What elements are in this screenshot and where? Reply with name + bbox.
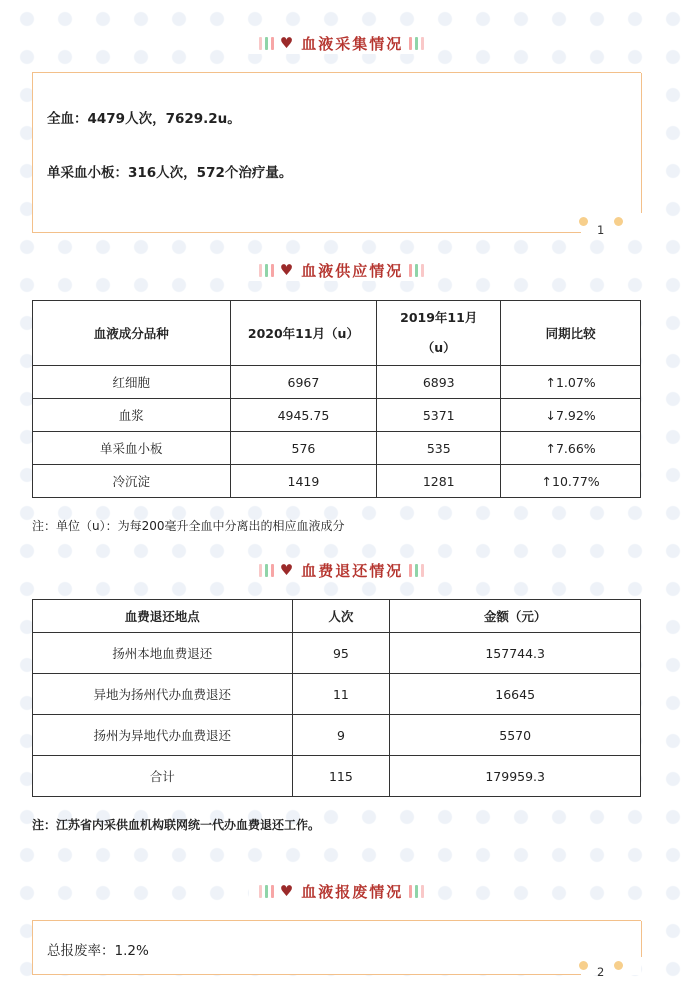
table-row	[33, 756, 641, 797]
stripes-decoration	[409, 37, 424, 50]
table-cell: 单采血小板	[33, 432, 231, 465]
table-header-cell: 血液成分品种	[33, 301, 231, 366]
table-cell: 合计	[33, 756, 293, 797]
section-title-refund	[0, 558, 683, 582]
table-cell: 576	[230, 432, 377, 465]
supply-note: 注：单位（u）：为每200毫升全血中分离出的相应血液成分	[32, 519, 345, 533]
table-cell: 冷沉淀	[33, 465, 231, 498]
collection-box	[32, 72, 641, 237]
table-cell: 6893	[377, 366, 501, 399]
table-row	[33, 465, 641, 498]
scrap-box	[32, 920, 641, 979]
table-cell: 179959.3	[390, 756, 641, 797]
page-number: 2	[597, 965, 605, 979]
table-cell: 1281	[377, 465, 501, 498]
table-header-cell: 2020年11月（u）	[230, 301, 377, 366]
table-row	[33, 674, 641, 715]
table-header-cell: 2019年11月（u）	[377, 301, 501, 366]
heart-icon: ♥	[279, 560, 294, 579]
scrap-rate-line: 总报废率：1.2%	[47, 943, 149, 959]
table-row	[33, 432, 641, 465]
section-title-supply	[0, 258, 683, 282]
table-cell: ↑7.66%	[501, 432, 641, 465]
table-cell: 异地为扬州代办血费退还	[33, 674, 293, 715]
section-title-text: 血液采集情况	[301, 34, 404, 53]
platelet-line: 单采血小板：316人次，572个治疗量。	[47, 165, 293, 181]
table-cell: 4945.75	[230, 399, 377, 432]
refund-table	[32, 599, 641, 797]
supply-table	[32, 300, 641, 498]
table-cell: 11	[292, 674, 390, 715]
heart-icon: ♥	[279, 33, 294, 52]
stripes-decoration	[409, 885, 424, 898]
table-cell: 扬州为异地代办血费退还	[33, 715, 293, 756]
table-cell: 157744.3	[390, 633, 641, 674]
table-cell: ↑10.77%	[501, 465, 641, 498]
table-cell: 红细胞	[33, 366, 231, 399]
table-cell: ↓7.92%	[501, 399, 641, 432]
table-cell: 扬州本地血费退还	[33, 633, 293, 674]
refund-note: 注：江苏省内采供血机构联网统一代办血费退还工作。	[32, 818, 321, 832]
stripes-decoration	[259, 885, 274, 898]
table-cell: ↑1.07%	[501, 366, 641, 399]
table-cell: 95	[292, 633, 390, 674]
table-cell: 6967	[230, 366, 377, 399]
table-cell: 16645	[390, 674, 641, 715]
table-header-cell: 血费退还地点	[33, 600, 293, 633]
table-cell: 1419	[230, 465, 377, 498]
section-title-text: 血液报废情况	[301, 882, 404, 901]
table-header-cell: 同期比较	[501, 301, 641, 366]
heart-icon: ♥	[279, 260, 294, 279]
page-number: 1	[597, 223, 605, 237]
table-cell: 5371	[377, 399, 501, 432]
table-cell: 115	[292, 756, 390, 797]
table-row	[33, 715, 641, 756]
section-title-text: 血费退还情况	[301, 561, 404, 580]
section-title-text: 血液供应情况	[301, 261, 404, 280]
section-title-collection	[0, 31, 683, 55]
table-header-cell: 人次	[292, 600, 390, 633]
stripes-decoration	[409, 564, 424, 577]
table-cell: 9	[292, 715, 390, 756]
table-cell: 5570	[390, 715, 641, 756]
table-header-row	[33, 301, 641, 366]
whole-blood-line: 全血：4479人次，7629.2u。	[47, 111, 241, 127]
table-header-row	[33, 600, 641, 633]
stripes-decoration	[259, 37, 274, 50]
table-header-cell: 金额（元）	[390, 600, 641, 633]
table-row	[33, 633, 641, 674]
section-title-scrap	[0, 879, 683, 903]
stripes-decoration	[259, 564, 274, 577]
stripes-decoration	[409, 264, 424, 277]
stripes-decoration	[259, 264, 274, 277]
table-cell: 535	[377, 432, 501, 465]
table-row	[33, 366, 641, 399]
table-cell: 血浆	[33, 399, 231, 432]
table-row	[33, 399, 641, 432]
heart-icon: ♥	[279, 881, 294, 900]
